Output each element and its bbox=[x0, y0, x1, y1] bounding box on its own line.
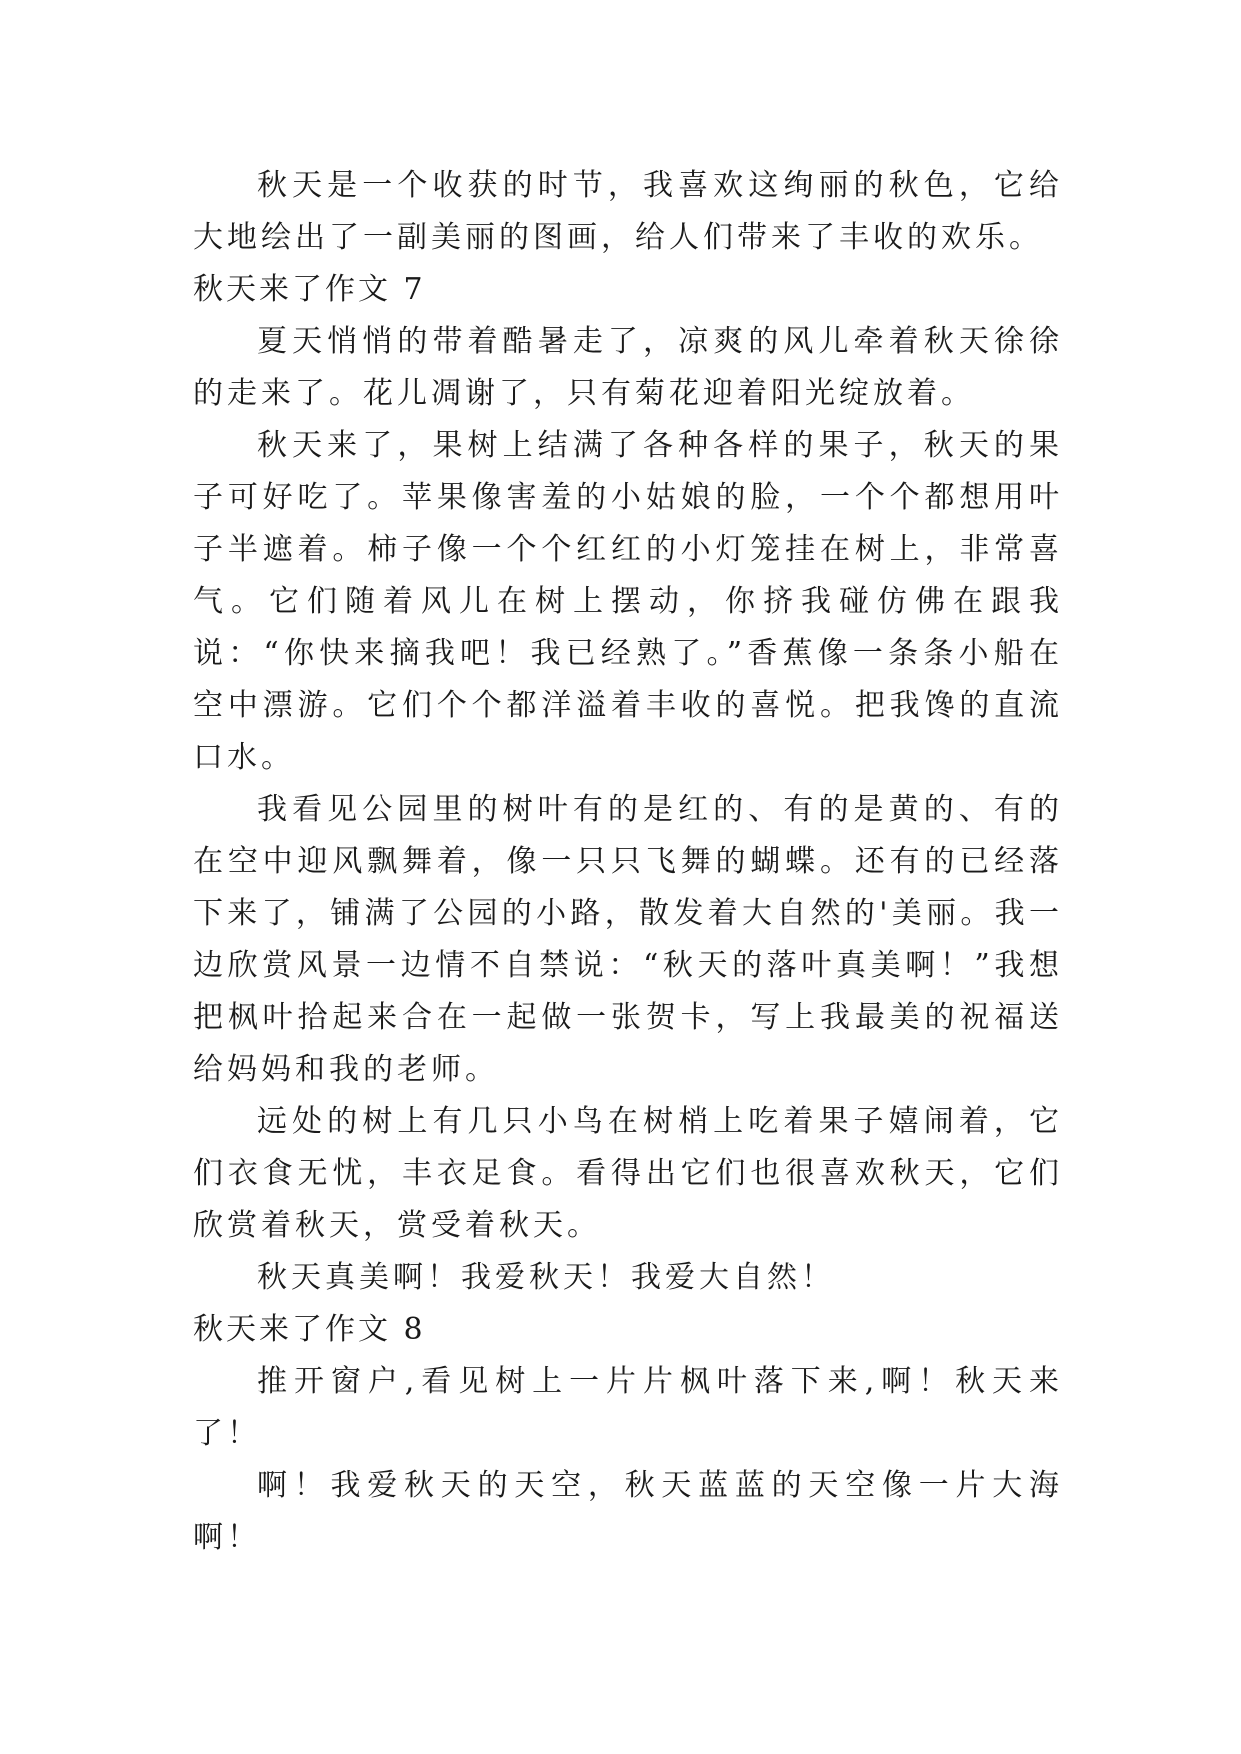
paragraph: 推开窗户,看见树上一片片枫叶落下来,啊！秋天来了！ bbox=[193, 1364, 1063, 1451]
section-heading: 秋天来了作文 7 bbox=[193, 272, 426, 307]
paragraph: 我看见公园里的树叶有的是红的、有的是黄的、有的在空中迎风飘舞着，像一只只飞舞的蝴蝶。还有的已经落下来了，铺满了公园的小路，散发着大自然的'美丽。我一边欣赏风景一边情不自禁说：“秋天的落叶真美啊！”我想把枫叶拾起来合在一起做一张贺卡，写上我最美的祝福送给妈妈和我的老师。 bbox=[193, 792, 1063, 1087]
paragraph: 远处的树上有几只小鸟在树梢上吃着果子嬉闹着，它们衣食无忧，丰衣足食。看得出它们也很喜欢秋天，它们欣赏着秋天，赏受着秋天。 bbox=[193, 1104, 1063, 1243]
section-heading: 秋天来了作文 8 bbox=[193, 1312, 426, 1347]
paragraph: 夏天悄悄的带着酷暑走了，凉爽的风儿牵着秋天徐徐的走来了。花儿凋谢了，只有菊花迎着阳光绽放着。 bbox=[193, 324, 1063, 411]
paragraph: 秋天真美啊！我爱秋天！我爱大自然！ bbox=[257, 1260, 835, 1295]
paragraph: 秋天是一个收获的时节，我喜欢这绚丽的秋色，它给大地绘出了一副美丽的图画，给人们带来了丰收的欢乐。 bbox=[193, 168, 1063, 255]
document-body bbox=[193, 160, 1063, 1564]
paragraph: 啊！我爱秋天的天空，秋天蓝蓝的天空像一片大海啊！ bbox=[193, 1468, 1063, 1555]
paragraph: 秋天来了，果树上结满了各种各样的果子，秋天的果子可好吃了。苹果像害羞的小姑娘的脸，一个个都想用叶子半遮着。柿子像一个个红红的小灯笼挂在树上，非常喜气。它们随着风儿在树上摆动，你挤我碰仿佛在跟我说：“你快来摘我吧！我已经熟了。”香蕉像一条条小船在空中漂游。它们个个都洋溢着丰收的喜悦。把我馋的直流口水。 bbox=[193, 428, 1063, 775]
